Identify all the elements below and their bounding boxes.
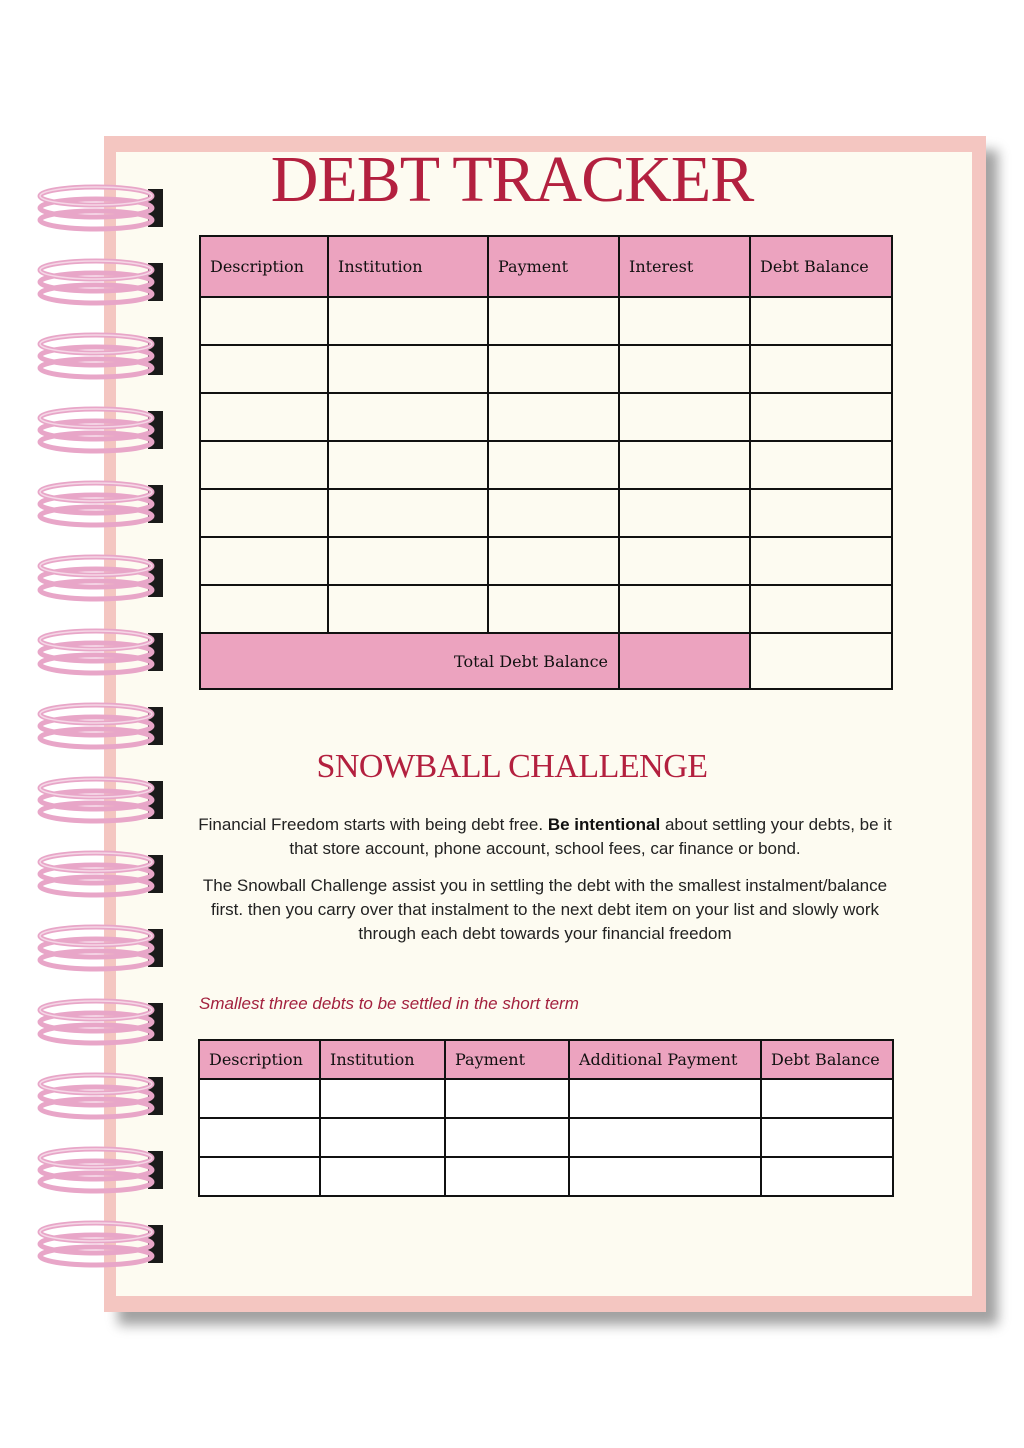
- table-cell[interactable]: [750, 393, 892, 441]
- table-cell[interactable]: [750, 489, 892, 537]
- spiral-ring-icon: [36, 331, 166, 381]
- table-cell[interactable]: [328, 393, 488, 441]
- ring-loop-bottom: [40, 211, 152, 229]
- table-cell[interactable]: [320, 1118, 445, 1157]
- debt-tracker-table: [199, 235, 893, 690]
- table-cell[interactable]: [619, 537, 750, 585]
- short-term-debts-table: [198, 1039, 894, 1197]
- ring-highlight: [40, 1075, 152, 1093]
- table-cell[interactable]: [328, 441, 488, 489]
- table-cell[interactable]: [488, 441, 619, 489]
- table-row: [199, 1079, 893, 1118]
- ring-highlight: [40, 335, 152, 353]
- table-cell[interactable]: [750, 345, 892, 393]
- table-header-row: [199, 1040, 893, 1079]
- table-row: [199, 1157, 893, 1196]
- table-row: [200, 393, 892, 441]
- short-term-label: Smallest three debts to be settled in the short term: [199, 994, 579, 1013]
- table-row: [200, 345, 892, 393]
- table-cell[interactable]: [761, 1079, 893, 1118]
- page-title: DEBT TRACKER: [270, 143, 754, 216]
- header-description: Description: [199, 1040, 320, 1079]
- table-row: [200, 585, 892, 633]
- intro-paragraph: [195, 813, 895, 861]
- table-cell[interactable]: [761, 1118, 893, 1157]
- table-cell[interactable]: [199, 1079, 320, 1118]
- table-cell[interactable]: [320, 1079, 445, 1118]
- header-description: Description: [200, 236, 328, 297]
- table-cell[interactable]: [569, 1079, 761, 1118]
- ring-loop-bottom: [40, 581, 152, 599]
- table-cell[interactable]: [328, 297, 488, 345]
- header-payment: Payment: [488, 236, 619, 297]
- table-cell[interactable]: [488, 585, 619, 633]
- ring-loop-bottom: [40, 359, 152, 377]
- ring-highlight: [40, 705, 152, 723]
- table-cell[interactable]: [619, 297, 750, 345]
- table-cell[interactable]: [750, 585, 892, 633]
- table-cell[interactable]: [488, 345, 619, 393]
- spiral-ring-icon: [36, 1071, 166, 1121]
- table-cell[interactable]: [488, 537, 619, 585]
- table-cell[interactable]: [328, 345, 488, 393]
- header-institution: Institution: [328, 236, 488, 297]
- table-cell[interactable]: [619, 345, 750, 393]
- table-row: [200, 297, 892, 345]
- table-cell[interactable]: [445, 1079, 569, 1118]
- ring-loop-bottom: [40, 803, 152, 821]
- total-blank-cell: [619, 633, 750, 689]
- spiral-ring-icon: [36, 1145, 166, 1195]
- spiral-ring-icon: [36, 1219, 166, 1269]
- spiral-ring-icon: [36, 257, 166, 307]
- ring-highlight: [40, 1149, 152, 1167]
- table-cell[interactable]: [569, 1118, 761, 1157]
- snowball-title: SNOWBALL CHALLENGE: [316, 748, 708, 785]
- table-cell[interactable]: [200, 441, 328, 489]
- intro-text-end: about settling your debts, be it that store account, phone account, school fees, car finance or bond.: [289, 815, 892, 858]
- spiral-ring-icon: [36, 553, 166, 603]
- table-row: [199, 1118, 893, 1157]
- header-additional-payment: Additional Payment: [569, 1040, 761, 1079]
- total-row: [200, 633, 892, 689]
- table-cell[interactable]: [320, 1157, 445, 1196]
- ring-highlight: [40, 853, 152, 871]
- spiral-ring-icon: [36, 997, 166, 1047]
- table-cell[interactable]: [199, 1157, 320, 1196]
- table-cell[interactable]: [619, 489, 750, 537]
- intro-text-start: Financial Freedom starts with being debt free.: [198, 815, 548, 834]
- table-cell[interactable]: [328, 537, 488, 585]
- ring-loop-bottom: [40, 507, 152, 525]
- table-row: [200, 441, 892, 489]
- spiral-ring-icon: [36, 701, 166, 751]
- spiral-ring-icon: [36, 923, 166, 973]
- ring-loop-bottom: [40, 433, 152, 451]
- table-cell[interactable]: [328, 585, 488, 633]
- ring-loop-bottom: [40, 1173, 152, 1191]
- total-debt-balance-value[interactable]: [750, 633, 892, 689]
- table-cell[interactable]: [328, 489, 488, 537]
- table-cell[interactable]: [445, 1118, 569, 1157]
- header-debt-balance: Debt Balance: [750, 236, 892, 297]
- spiral-ring-icon: [36, 405, 166, 455]
- ring-highlight: [40, 483, 152, 501]
- ring-loop-bottom: [40, 1025, 152, 1043]
- ring-loop-bottom: [40, 729, 152, 747]
- table-cell[interactable]: [200, 489, 328, 537]
- ring-loop-bottom: [40, 951, 152, 969]
- table-cell[interactable]: [199, 1118, 320, 1157]
- spiral-ring-icon: [36, 627, 166, 677]
- ring-highlight: [40, 1223, 152, 1241]
- spiral-ring-icon: [36, 479, 166, 529]
- spiral-ring-icon: [36, 849, 166, 899]
- total-debt-balance-label: Total Debt Balance: [200, 633, 619, 689]
- table-cell[interactable]: [750, 441, 892, 489]
- ring-highlight: [40, 779, 152, 797]
- ring-highlight: [40, 409, 152, 427]
- table-cell[interactable]: [619, 585, 750, 633]
- ring-loop-bottom: [40, 1099, 152, 1117]
- table-cell[interactable]: [619, 441, 750, 489]
- ring-highlight: [40, 187, 152, 205]
- header-debt-balance: Debt Balance: [761, 1040, 893, 1079]
- table-cell[interactable]: [200, 585, 328, 633]
- ring-highlight: [40, 927, 152, 945]
- ring-highlight: [40, 557, 152, 575]
- spiral-ring-icon: [36, 183, 166, 233]
- ring-highlight: [40, 631, 152, 649]
- ring-highlight: [40, 1001, 152, 1019]
- table-cell[interactable]: [619, 393, 750, 441]
- table-cell[interactable]: [200, 345, 328, 393]
- table-cell[interactable]: [750, 297, 892, 345]
- table-cell[interactable]: [200, 297, 328, 345]
- table-cell[interactable]: [488, 393, 619, 441]
- table-cell[interactable]: [569, 1157, 761, 1196]
- header-institution: Institution: [320, 1040, 445, 1079]
- table-row: [200, 489, 892, 537]
- ring-loop-bottom: [40, 877, 152, 895]
- table-cell[interactable]: [445, 1157, 569, 1196]
- table-cell[interactable]: [488, 297, 619, 345]
- table-row: [200, 537, 892, 585]
- table-cell[interactable]: [200, 537, 328, 585]
- ring-loop-bottom: [40, 655, 152, 673]
- table-cell[interactable]: [761, 1157, 893, 1196]
- ring-highlight: [40, 261, 152, 279]
- table-cell[interactable]: [488, 489, 619, 537]
- snowball-description: The Snowball Challenge assist you in settling the debt with the smallest instalment/balance first. then you carry over that instalment to the next debt item on your list and slowly work through each debt towards your financial freedom: [202, 876, 888, 943]
- header-payment: Payment: [445, 1040, 569, 1079]
- spiral-ring-icon: [36, 775, 166, 825]
- intro-bold-text: Be intentional: [547, 815, 661, 834]
- ring-loop-bottom: [40, 285, 152, 303]
- ring-loop-bottom: [40, 1247, 152, 1265]
- table-header-row: [200, 236, 892, 297]
- table-cell[interactable]: [750, 537, 892, 585]
- table-cell[interactable]: [200, 393, 328, 441]
- header-interest: Interest: [619, 236, 750, 297]
